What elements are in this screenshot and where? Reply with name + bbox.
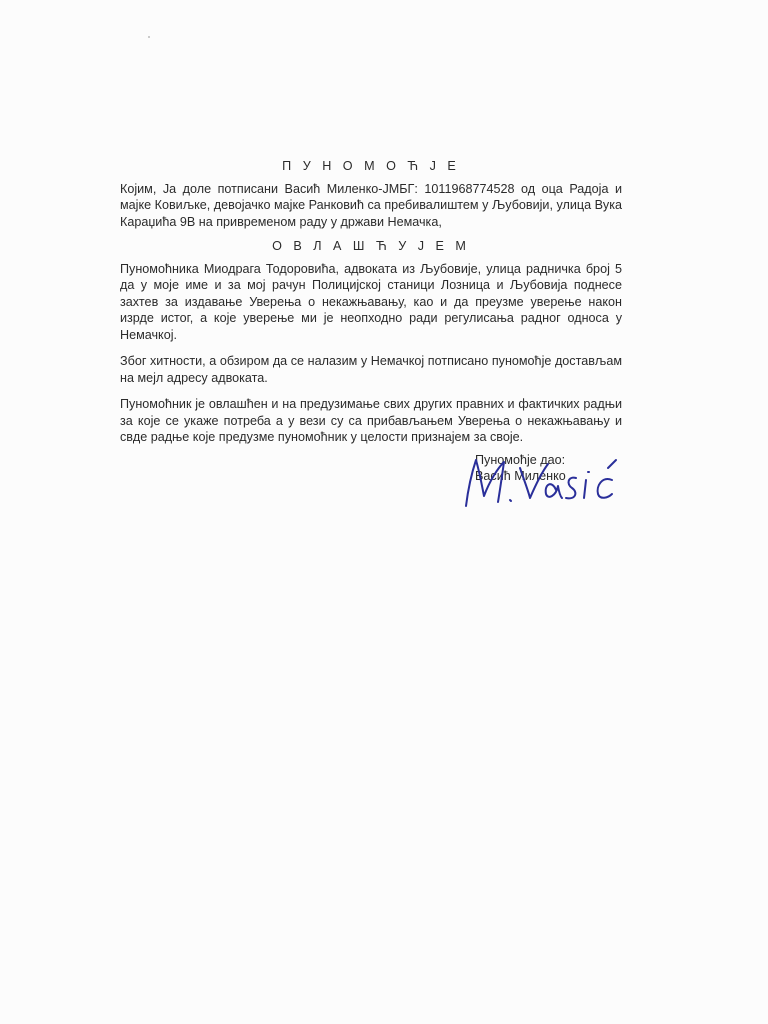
intro-paragraph: Којим, Ја доле потписани Васић Миленко-ЈМБГ: 1011968774528 од оца Радоја и мајке Ковиљке, девојачко мајке Ранковић са пребивалиштем у Љубовији, улица Вука Караџића 9В на привременом раду у држави Немачка, — [120, 181, 622, 229]
body-paragraph: Пуномоћника Миодрага Тодоровића, адвоката из Љубовије, улица радничка број 5 да у моје име и за мој рачун Полицијској станици Лозница и Љубовија поднесе захтев за издавање Уверења о некажњавању, као и да преузме уверење након изрде истог, а које уверење ми је неопходно ради регулисања радног односа у Немачкој. — [120, 261, 622, 342]
document-body — [120, 158, 622, 456]
document-title: П У Н О М О Ћ Ј Е — [282, 159, 460, 173]
signatory-name: Васић Миленко — [475, 469, 566, 483]
body-paragraph: Пуномоћник је овлашћен и на предузимање свих других правних и фактичких радњи за које се укаже потреба а у вези су са прибављањем Уверења о некажњавању и свде радње које предузме пуномоћник у целости признајем за своје. — [120, 397, 622, 444]
signature-label: Пуномоћје дао: — [475, 453, 566, 467]
handwritten-signature — [458, 450, 628, 512]
body-paragraph: Због хитности, а обзиром да се налазим у Немачкој потписано пуномоћје достављам на мејл адресу адвоката. — [120, 354, 622, 385]
scan-speck — [148, 36, 150, 38]
document-subheading: О В Л А Ш Ћ У Ј Е М — [272, 239, 470, 253]
